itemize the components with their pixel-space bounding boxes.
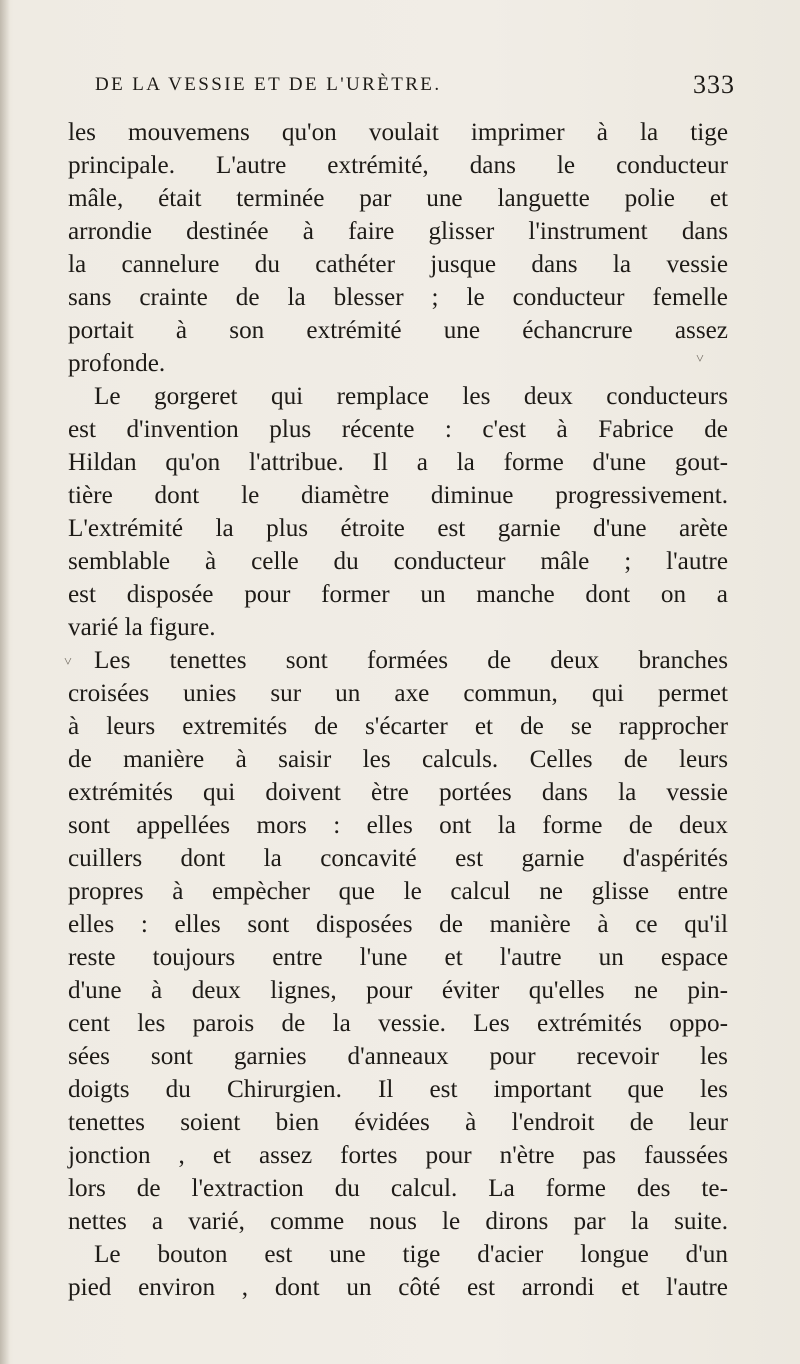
text-line: reste toujours entre l'une et l'autre un espace <box>68 944 728 971</box>
text-line: est disposée pour former un manche dont on a <box>68 581 728 608</box>
text-line: jonction , et assez fortes pour n'ètre pas faussées <box>68 1142 728 1169</box>
text-line: principale. L'autre extrémité, dans le conducteur <box>68 152 728 179</box>
text-line: tière dont le diamètre diminue progressivement. <box>68 482 728 509</box>
text-line: sont appellées mors : elles ont la forme de deux <box>68 812 728 839</box>
text-line: propres à empècher que le calcul ne glisse entre <box>68 878 728 905</box>
text-line: d'une à deux lignes, pour éviter qu'elles ne pin- <box>68 977 728 1004</box>
text-line: L'extrémité la plus étroite est garnie d'une arète <box>68 515 728 542</box>
text-line: extrémités qui doivent ètre portées dans la vessie <box>68 779 728 806</box>
text-line: de manière à saisir les calculs. Celles de leurs <box>68 746 728 773</box>
text-line: croisées unies sur un axe commun, qui permet <box>68 680 728 707</box>
text-line: pied environ , dont un côté est arrondi et l'autre <box>68 1274 728 1301</box>
text-line: arrondie destinée à faire glisser l'instrument dans <box>68 218 728 245</box>
text-line: est d'invention plus récente : c'est à Fabrice de <box>68 416 728 443</box>
text-line: cuillers dont la concavité est garnie d'aspérités <box>68 845 728 872</box>
stray-mark: ˅ <box>696 352 704 367</box>
text-line: à leurs extremités de s'écarter et de se rapprocher <box>68 713 728 740</box>
text-line: Le bouton est une tige d'acier longue d'un <box>94 1241 728 1268</box>
text-line: Hildan qu'on l'attribue. Il a la forme d'une gout- <box>68 449 728 476</box>
text-line: les mouvemens qu'on voulait imprimer à la tige <box>68 119 728 146</box>
text-line: sées sont garnies d'anneaux pour recevoir les <box>68 1043 728 1070</box>
text-line: mâle, était terminée par une languette polie et <box>68 185 728 212</box>
text-line: cent les parois de la vessie. Les extrémités oppo- <box>68 1010 728 1037</box>
text-line: elles : elles sont disposées de manière à ce qu'il <box>68 911 728 938</box>
page-number: 333 <box>693 70 735 99</box>
text-line: semblable à celle du conducteur mâle ; l'autre <box>68 548 728 575</box>
text-line: portait à son extrémité une échancrure assez <box>68 317 728 344</box>
text-line: tenettes soient bien évidées à l'endroit de leur <box>68 1109 728 1136</box>
stray-mark: ˅ <box>64 655 72 670</box>
text-line: nettes a varié, comme nous le dirons par la suite. <box>68 1208 728 1235</box>
text-line: profonde. <box>68 350 166 377</box>
text-line: sans crainte de la blesser ; le conducteur femelle <box>68 284 728 311</box>
text-line: la cannelure du cathéter jusque dans la vessie <box>68 251 728 278</box>
text-line: varié la figure. <box>68 614 216 641</box>
text-line: lors de l'extraction du calcul. La forme des te- <box>68 1175 728 1202</box>
text-line: doigts du Chirurgien. Il est important que les <box>68 1076 728 1103</box>
text-line: Le gorgeret qui remplace les deux conducteurs <box>94 383 728 410</box>
text-line: Les tenettes sont formées de deux branches <box>94 647 728 674</box>
running-title: DE LA VESSIE ET DE L'URÈTRE. <box>95 74 442 95</box>
